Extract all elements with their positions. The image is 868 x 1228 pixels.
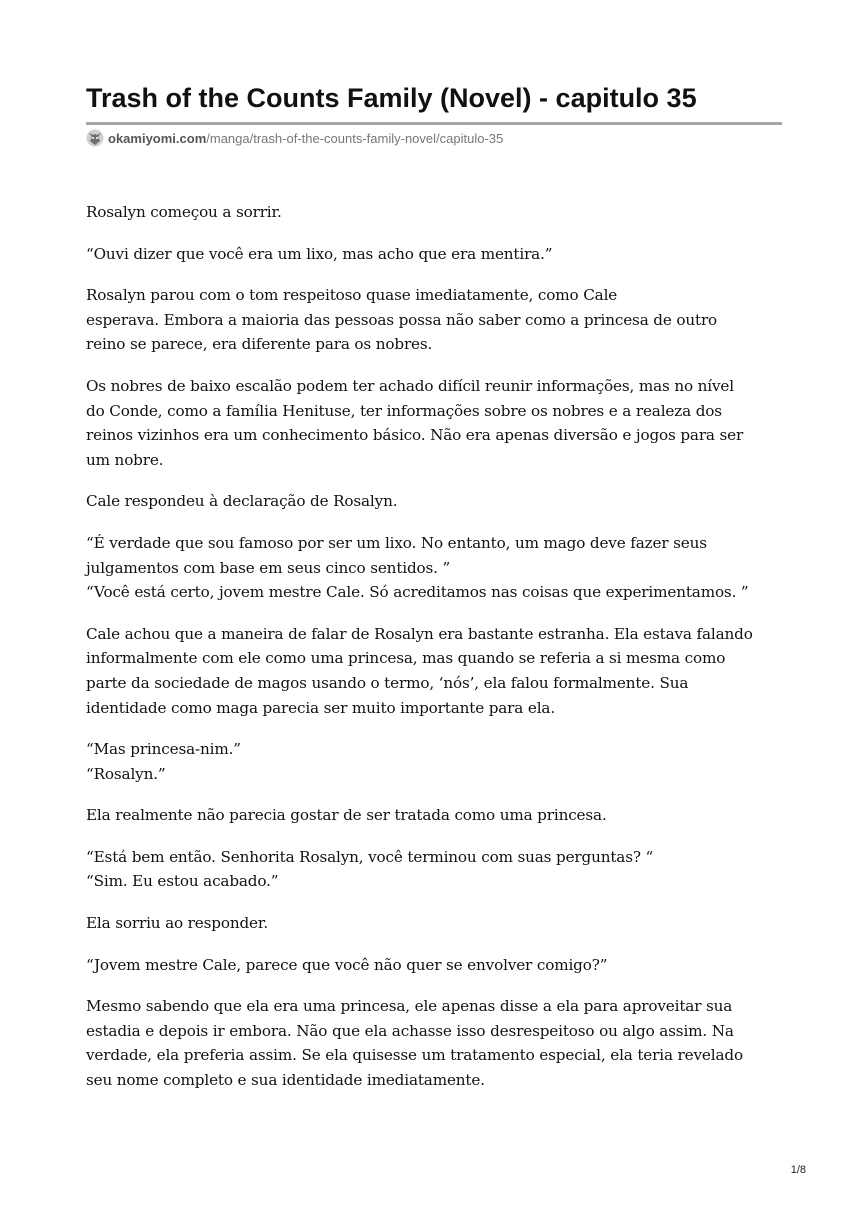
paragraph-line: “Ouvi dizer que você era um lixo, mas acho que era mentira.” (86, 244, 553, 263)
page-title: Trash of the Counts Family (Novel) - capitulo 35 (86, 83, 697, 113)
source-domain[interactable]: okamiyomi.com (108, 130, 207, 146)
page-number: 1/8 (790, 1164, 806, 1176)
paragraph-line: verdade, ela preferia assim. Se ela quisesse um tratamento especial, ela teria revelado (86, 1046, 743, 1065)
title-divider (86, 122, 782, 125)
paragraph-line: “Você está certo, jovem mestre Cale. Só acreditamos nas coisas que experimentamos. ” (86, 583, 749, 602)
paragraph-line: Rosalyn começou a sorrir. (86, 203, 282, 221)
paragraph-line: Cale respondeu à declaração de Rosalyn. (86, 492, 398, 511)
paragraph-line: “É verdade que sou famoso por ser um lixo. No entanto, um mago deve fazer seus (86, 533, 707, 552)
paragraph (86, 803, 786, 828)
paragraph-line: “Sim. Eu estou acabado.” (86, 872, 279, 891)
paragraph-line: reino se parece, era diferente para os nobres. (86, 335, 433, 354)
paragraph-line: “Mas princesa-nim.” (86, 740, 241, 759)
paragraph-line: “Jovem mestre Cale, parece que você não quer se envolver comigo?” (86, 955, 608, 974)
paragraph-line: do Conde, como a família Henituse, ter informações sobre os nobres e a realeza dos (86, 401, 722, 420)
paragraph-line: Mesmo sabendo que ela era uma princesa, ele apenas disse a ela para aproveitar sua (86, 997, 733, 1016)
paragraph (86, 374, 786, 472)
source-url[interactable] (86, 128, 503, 148)
paragraph (86, 911, 786, 936)
paragraph-line: Rosalyn parou com o tom respeitoso quase imediatamente, como Cale (86, 286, 618, 305)
paragraph-line: estadia e depois ir embora. Não que ela achasse isso desrespeitoso ou algo assim. Na (86, 1021, 734, 1040)
paragraph-line: Ela sorriu ao responder. (86, 914, 268, 933)
paragraph-line: esperava. Embora a maioria das pessoas possa não saber como a princesa de outro (86, 310, 718, 329)
paragraph (86, 622, 786, 720)
paragraph (86, 489, 786, 514)
paragraph-line: Cale achou que a maneira de falar de Rosalyn era bastante estranha. Ela estava falando (86, 624, 753, 643)
paragraph (86, 953, 786, 978)
paragraph-line: “Está bem então. Senhorita Rosalyn, você terminou com suas perguntas? “ (86, 847, 654, 866)
paragraph-line: parte da sociedade de magos usando o termo, ‘nós’, ela falou formalmente. Sua (86, 673, 689, 692)
paragraph-line: Os nobres de baixo escalão podem ter achado difícil reunir informações, mas no nível (86, 376, 734, 395)
paragraph (86, 531, 786, 605)
paragraph (86, 283, 786, 357)
paragraph (86, 200, 786, 225)
paragraph (86, 737, 786, 786)
paragraph (86, 242, 786, 267)
article-body (86, 200, 786, 1110)
paragraph-line: “Rosalyn.” (86, 764, 166, 783)
source-path[interactable]: /manga/trash-of-the-counts-family-novel/capitulo-35 (206, 130, 504, 146)
paragraph-line: informalmente com ele como uma princesa, mas quando se referia a si mesma como (86, 649, 726, 668)
wolf-logo-icon (86, 129, 104, 147)
paragraph-line: um nobre. (86, 450, 164, 469)
paragraph-line: reinos vizinhos era um conhecimento básico. Não era apenas diversão e jogos para ser (86, 426, 744, 445)
paragraph (86, 845, 786, 894)
paragraph-line: identidade como maga parecia ser muito importante para ela. (86, 698, 556, 717)
paragraph (86, 994, 786, 1092)
paragraph-line: seu nome completo e sua identidade imediatamente. (86, 1071, 485, 1090)
paragraph-line: Ela realmente não parecia gostar de ser tratada como uma princesa. (86, 806, 607, 825)
paragraph-line: julgamentos com base em seus cinco sentidos. ” (86, 558, 451, 577)
